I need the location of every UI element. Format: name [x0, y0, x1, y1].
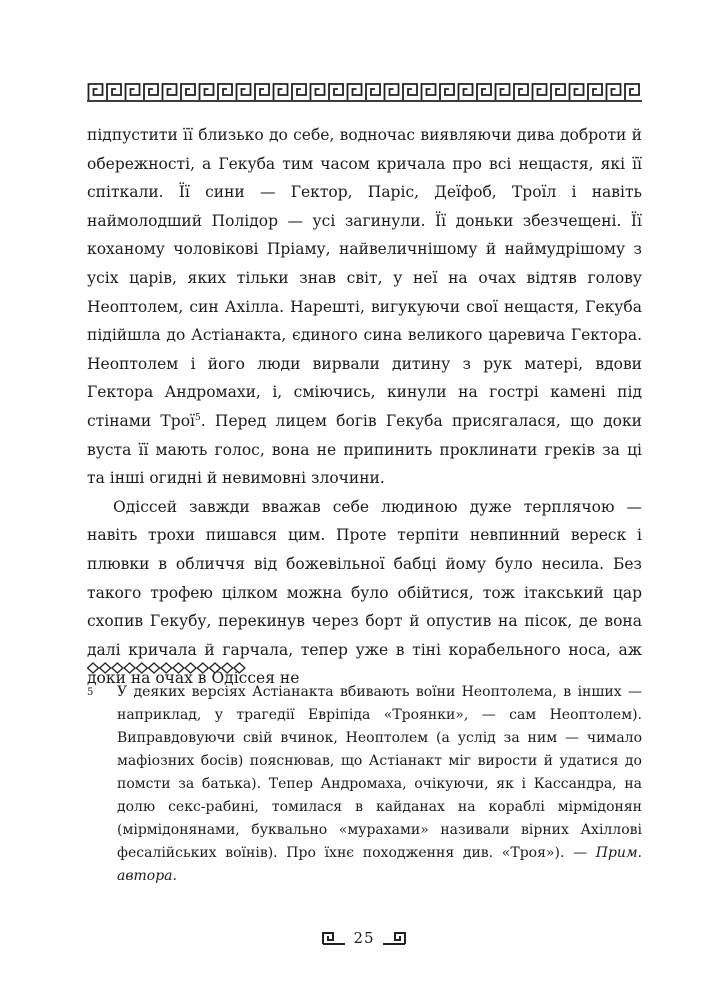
main-text	[87, 121, 642, 693]
paragraph-text: Одіссей завжди вважав себе людиною дуже терплячою — навіть трохи пишався цим. Проте терпіти невпинний вереск і плювки в обличчя від божевільної бабці йому було несила. Без такого трофею цілком можна було обійтися, тож ітакський цар схопив Гекубу, перекинув через борт й опустив на пісок, де вона далі кричала й гарчала, тепер уже в тіні корабельного носа, аж доки на очах в Одіссея не	[87, 497, 642, 688]
header-ornament	[87, 81, 642, 103]
footnote-marker: 5	[87, 687, 94, 698]
greek-key-corner-icon	[381, 930, 407, 946]
footnote-attribution: Прим. автора.	[117, 845, 642, 884]
footnote-reference: 5	[195, 412, 201, 423]
diamond-chain-icon	[87, 661, 252, 675]
footnote-separator	[87, 660, 252, 674]
paragraph-text: підпустити її близько до себе, водночас виявляючи дива доброти й обережності, а Гекуба тим часом кричала про всі нещастя, які її спіткали. Її сини — Гектор, Паріс, Деїфоб, Троїл і навіть наймолодший Полідор — усі загинули. Її доньки збезчещені. Її коханому чоловікові Пріаму, найвеличнішому й наймудрішому з усіх царів, яких тільки знав світ, у неї на очах відтяв голову Неоптолем, син Ахілла. Нарешті, вигукуючи свої нещастя, Гекуба підійшла до Астіанакта, єдиного сина великого царевича Гектора. Неоптолем і його люди вирвали дитину з рук матері, вдови Гектора Андромахи, і, сміючись, кинули на гострі камені під стінами Трої	[87, 126, 642, 430]
footnote	[87, 681, 642, 888]
paragraph	[87, 121, 642, 493]
greek-key-corner-icon	[321, 930, 347, 946]
paragraph-text: . Перед лицем богів Гекуба присягалася, що доки вуста її мають голос, вона не припинить проклинати греків за ці та інші огидні й невимовні злочини.	[87, 411, 643, 488]
footnote-body-text: У деяких версіях Астіанакта вбивають воїни Неоптолема, в інших — наприклад, у трагедії Евріпіда «Троянки», — сам Неоптолем). Виправдовуючи свій вчинок, Неоптолем (а услід за ним — чимало мафіозних босів) пояснював, що Астіанакт міг вирости й удатися до помсти за батька). Тепер Андромаха, очікуючи, як і Кассандра, на долю секс-рабині, томилася в кайданах на кораблі мірмідонян (мірмідонянами, буквально «мурахами» називали вірних Ахіллові фесалійських воїнів). Про їхнє походження див. «Троя»). —	[117, 684, 642, 861]
page-number: 25	[353, 929, 375, 947]
page-number-block	[0, 929, 728, 947]
footnote-text	[117, 681, 642, 888]
greek-key-border-icon	[87, 81, 642, 103]
